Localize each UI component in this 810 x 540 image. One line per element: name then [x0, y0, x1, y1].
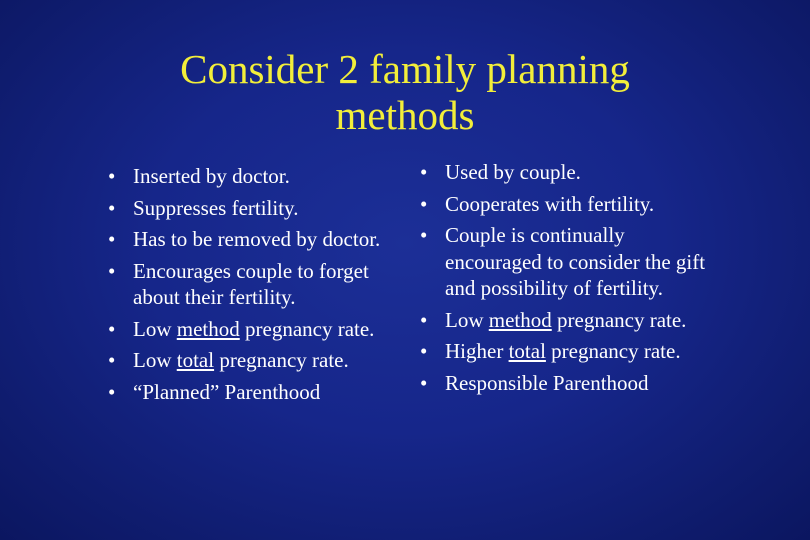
bullet-item — [108, 163, 408, 190]
bullet-text-after: pregnancy rate. — [239, 316, 375, 341]
bullet-item — [108, 258, 408, 311]
bullet-text: Encourages couple to forget about their fertility. — [133, 258, 369, 309]
bullet-text-after: pregnancy rate. — [214, 348, 349, 372]
bullet-item — [420, 191, 720, 218]
underlined-term: total — [176, 348, 215, 372]
slide-title-line-1: Consider 2 family planning — [180, 46, 630, 92]
bullet-item — [108, 226, 408, 253]
bullet-text: Suppresses fertility. — [133, 195, 299, 220]
bullet-text-after: pregnancy rate. — [545, 339, 681, 363]
right-bullet-list — [420, 159, 720, 401]
bullet-text: Has to be removed by doctor. — [133, 227, 381, 251]
bullet-text-before: Low — [133, 348, 177, 372]
slide-title-line-2: methods — [335, 92, 475, 138]
bullet-text: Couple is continually encouraged to consider the gift and possibility of fertility. — [445, 223, 706, 300]
underlined-term: method — [488, 307, 552, 332]
bullet-text: Cooperates with fertility. — [445, 191, 655, 216]
bullet-item — [108, 316, 408, 343]
bullet-item — [108, 379, 408, 406]
bullet-item — [108, 347, 408, 374]
bullet-text: “Planned” Parenthood — [133, 379, 321, 404]
bullet-item — [420, 370, 720, 397]
bullet-text: Inserted by doctor. — [133, 164, 290, 188]
underlined-term: method — [176, 316, 240, 341]
bullet-text-before: Higher — [445, 339, 509, 363]
bullet-item — [420, 307, 720, 334]
left-bullet-list — [108, 163, 408, 410]
bullet-text-after: pregnancy rate. — [551, 307, 687, 332]
bullet-item — [420, 159, 720, 186]
bullet-item — [420, 222, 720, 302]
bullet-text-before: Low — [445, 307, 489, 332]
bullet-text-before: Low — [133, 316, 177, 341]
bullet-item — [420, 338, 720, 365]
bullet-item — [108, 195, 408, 222]
slide-title — [0, 46, 810, 138]
bullet-text: Responsible Parenthood — [445, 370, 649, 395]
bullet-text: Used by couple. — [445, 160, 581, 184]
underlined-term: total — [508, 339, 546, 363]
